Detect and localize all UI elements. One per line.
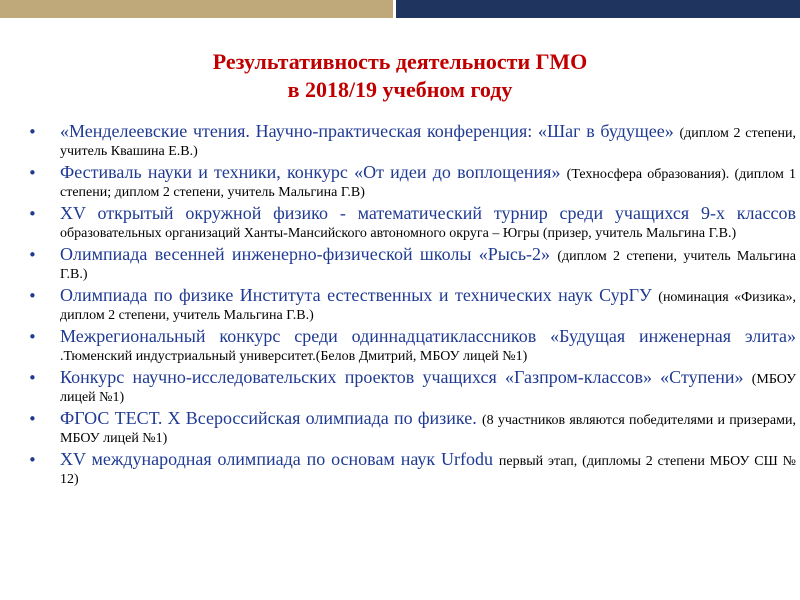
list-item: [28, 286, 796, 324]
item-lead-text: Межрегиональный конкурс среди одиннадцатиклассников «Будущая инженерная элита»: [60, 326, 796, 346]
item-detail-text: (8 участников являются победителями и призерами, МБОУ лицей №1): [60, 413, 796, 446]
bullet-icon: •: [28, 369, 37, 387]
item-detail-text: (Техносфера образования). (диплом 1 степени; диплом 2 степени, учитель Мальгина Г.В): [60, 167, 797, 200]
item-detail-text: образовательных организаций Ханты-Мансийского автономного округа – Югры (призер, учитель Мальгина Г.В.): [60, 226, 737, 241]
slide-title: [0, 48, 800, 104]
top-bar-navy-segment: [396, 0, 800, 18]
list-item: [28, 409, 796, 447]
slide-title-line-2: в 2018/19 учебном году: [287, 77, 513, 102]
bullet-icon: •: [28, 164, 37, 182]
item-detail-text: (диплом 2 степени, учитель Мальгина Г.В.): [60, 249, 796, 282]
slide-title-line-1: Результативность деятельности ГМО: [212, 49, 588, 74]
list-item: [28, 245, 796, 283]
list-item: [28, 204, 796, 242]
item-lead-text: «Менделеевские чтения. Научно-практическая конференция: «Шаг в будущее»: [60, 121, 680, 141]
item-lead-text: Олимпиада по физике Института естественных и технических наук СурГУ: [60, 285, 659, 305]
item-detail-text: .Тюменский индустриальный университет.(Белов Дмитрий, МБОУ лицей №1): [60, 349, 528, 364]
bullet-icon: •: [28, 287, 37, 305]
list-item: [28, 450, 796, 488]
achievements-list: [28, 122, 796, 491]
list-item: [28, 122, 796, 160]
item-detail-text: (диплом 2 степени, учитель Квашина Е.В.): [60, 126, 796, 159]
item-lead-text: Фестиваль науки и техники, конкурс «От идеи до воплощения»: [60, 162, 567, 182]
item-lead-text: Конкурс научно-исследовательских проектов учащихся «Газпром-классов» «Ступени»: [60, 367, 752, 387]
item-lead-text: XV открытый окружной физико - математический турнир среди учащихся 9-х классов: [60, 203, 796, 223]
bullet-icon: •: [28, 328, 37, 346]
item-lead-text: Олимпиада весенней инженерно-физической школы «Рысь-2»: [60, 244, 558, 264]
item-lead-text: ФГОС ТЕСТ. X Всероссийская олимпиада по физике.: [60, 408, 482, 428]
bullet-icon: •: [28, 123, 37, 141]
bullet-icon: •: [28, 246, 37, 264]
bullet-icon: •: [28, 410, 37, 428]
item-detail-text: первый этап, (дипломы 2 степени МБОУ СШ № 12): [60, 454, 796, 487]
item-detail-text: (МБОУ лицей №1): [60, 372, 796, 405]
list-item: [28, 163, 796, 201]
list-item: [28, 368, 796, 406]
bullet-icon: •: [28, 451, 37, 469]
bullet-icon: •: [28, 205, 37, 223]
top-decorative-bar: [0, 0, 800, 18]
item-lead-text: XV международная олимпиада по основам наук Urfodu: [60, 449, 499, 469]
list-item: [28, 327, 796, 365]
item-detail-text: (номинация «Физика», диплом 2 степени, учитель Мальгина Г.В.): [60, 290, 796, 323]
top-bar-gold-segment: [0, 0, 393, 18]
